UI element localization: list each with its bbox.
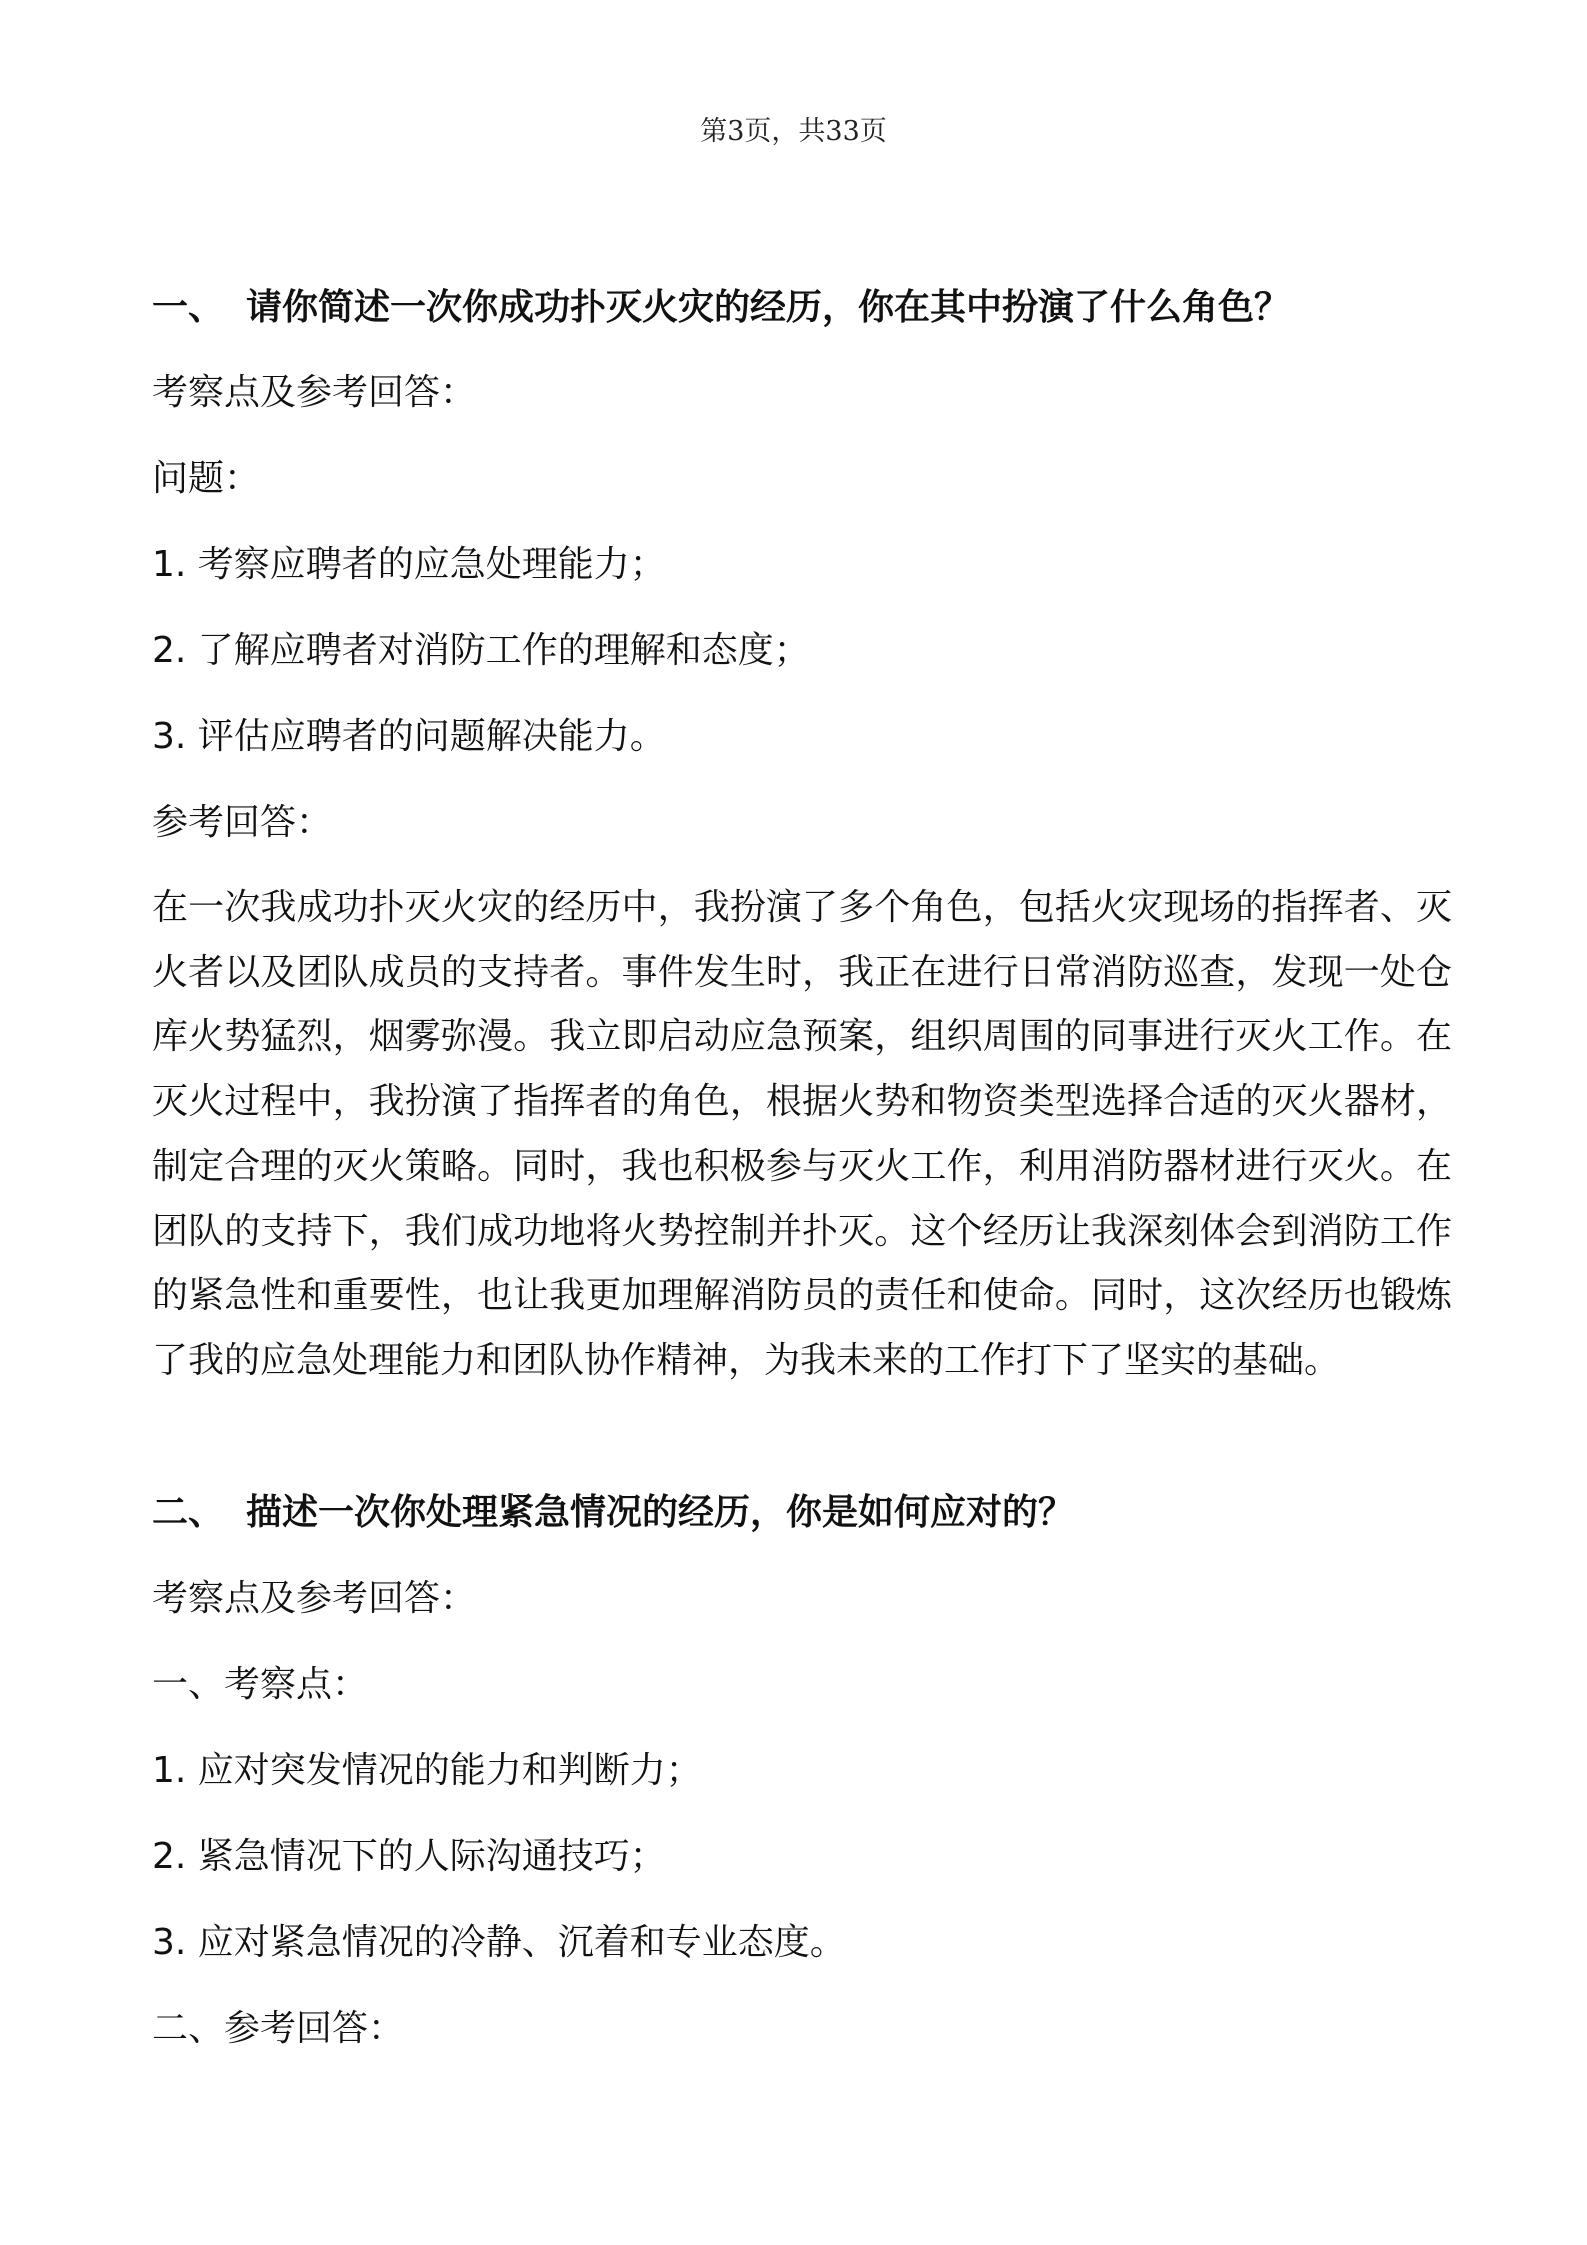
question-1-text: 请你简述一次你成功扑灭火灾的经历，你在其中扮演了什么角色？: [246, 287, 1291, 328]
question-1-item: 2. 了解应聘者对消防工作的理解和态度；: [152, 630, 810, 671]
question-1-answer: 在一次我成功扑灭火灾的经历中，我扮演了多个角色，包括火灾现场的指挥者、灭火者以及团队成员的支持者。事件发生时，我正在进行日常消防巡查，发现一处仓库火势猛烈，烟雾弥漫。我立即启动应急预案，组织周围的同事进行灭火工作。在灭火过程中，我扮演了指挥者的角色，根据火势和物资类型选择合适的灭火器材，制定合理的灭火策略。同时，我也积极参与灭火工作，利用消防器材进行灭火。在团队的支持下，我们成功地将火势控制并扑灭。这个经历让我深刻体会到消防工作的紧急性和重要性，也让我更加理解消防员的责任和使命。同时，这次经历也锻炼了我的应急处理能力和团队协作精神，为我未来的工作打下了坚实的基础。: [152, 887, 1452, 1381]
question-1-title: [152, 283, 1452, 333]
question-2-number: 二、: [152, 1492, 225, 1533]
question-1-question-label: 问题：: [152, 458, 261, 499]
page-header: 第3页，共33页: [700, 116, 887, 147]
question-1-points-label: 考察点及参考回答：: [152, 372, 477, 413]
question-1-number: 一、: [152, 287, 225, 328]
question-2-item: 3. 应对紧急情况的冷静、沉着和专业态度。: [152, 1922, 846, 1963]
question-2-section-1-label: 一、考察点：: [152, 1664, 369, 1705]
question-1-item: 3. 评估应聘者的问题解决能力。: [152, 716, 666, 757]
question-1-answer-label: 参考回答：: [152, 802, 333, 843]
question-2-points-label: 考察点及参考回答：: [152, 1578, 477, 1619]
question-1-item: 1. 考察应聘者的应急处理能力；: [152, 544, 666, 585]
question-2-section-2-label: 二、参考回答：: [152, 2008, 405, 2049]
question-2-item: 1. 应对突发情况的能力和判断力；: [152, 1750, 702, 1791]
question-2-item: 2. 紧急情况下的人际沟通技巧；: [152, 1836, 666, 1877]
question-2-text: 描述一次你处理紧急情况的经历，你是如何应对的？: [246, 1492, 1075, 1533]
question-2-title: [152, 1488, 1452, 1538]
